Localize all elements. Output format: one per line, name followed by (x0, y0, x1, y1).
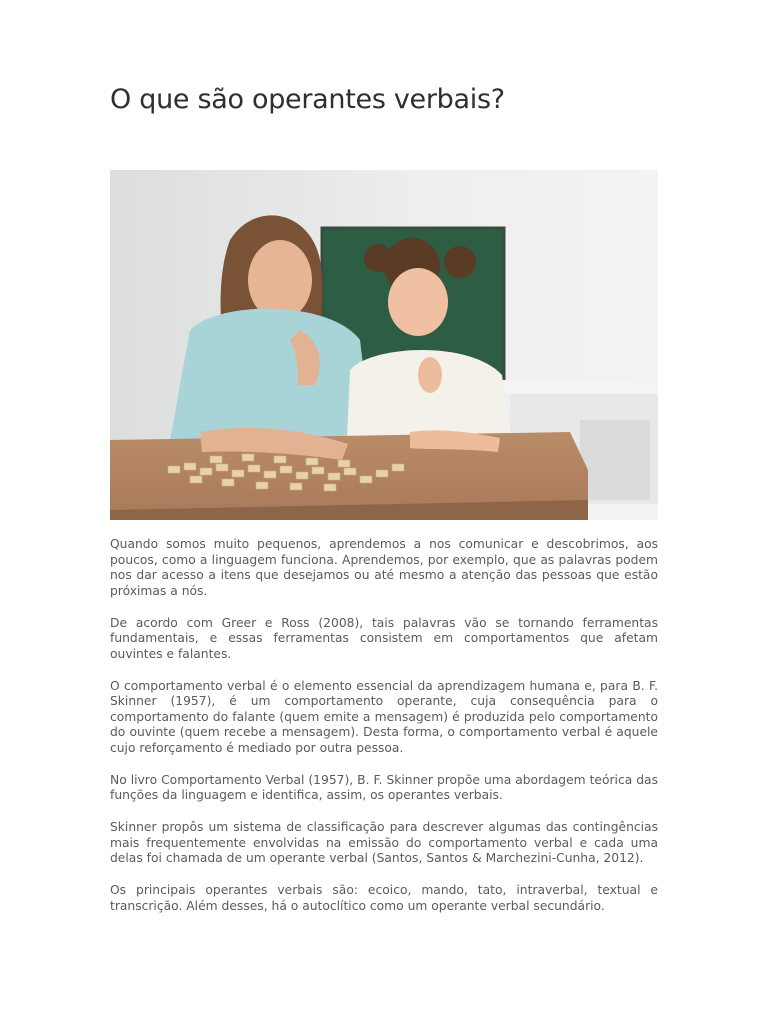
article-body (110, 537, 658, 931)
paragraph: No livro Comportamento Verbal (1957), B. F. Skinner propõe uma abordagem teórica das funções da linguagem e identifica, assim, os operantes verbais. (110, 772, 658, 802)
paragraph: Skinner propôs um sistema de classificação para descrever algumas das contingências mais frequentemente envolvidas na emissão do comportamento verbal e cada uma delas foi chamada de um operante verbal (Santos, Santos & Marchezini-Cunha, 2012). (110, 820, 658, 865)
paragraph: Quando somos muito pequenos, aprendemos a nos comunicar e descobrimos, aos poucos, como a linguagem funciona. Aprendemos, por exemplo, que as palavras podem nos dar acesso a itens que desejamos ou até mesmo a atenção das pessoas que estão próximas a nós. (110, 537, 658, 598)
article-photo (110, 170, 658, 520)
paragraph: De acordo com Greer e Ross (2008), tais palavras vão se tornando ferramentas fundamentais, e essas ferramentas consistem em comportamentos que afetam ouvintes e falantes. (110, 615, 658, 661)
paragraph: Os principais operantes verbais são: ecoico, mando, tato, intraverbal, textual e transcrição. Além desses, há o autoclítico como um operante verbal secundário. (110, 883, 658, 913)
article-title: O que são operantes verbais? (110, 84, 505, 115)
photo-illustration (110, 170, 658, 520)
paragraph: O comportamento verbal é o elemento essencial da aprendizagem humana e, para B. F. Skinner (1957), é um comportamento operante, cuja consequência para o comportamento do falante (quem emite a mensagem) é produzida pelo comportamento do ouvinte (quem recebe a mensagem). Desta forma, o comportamento verbal é aquele cujo reforçamento é mediado por outra pessoa. (110, 678, 658, 755)
